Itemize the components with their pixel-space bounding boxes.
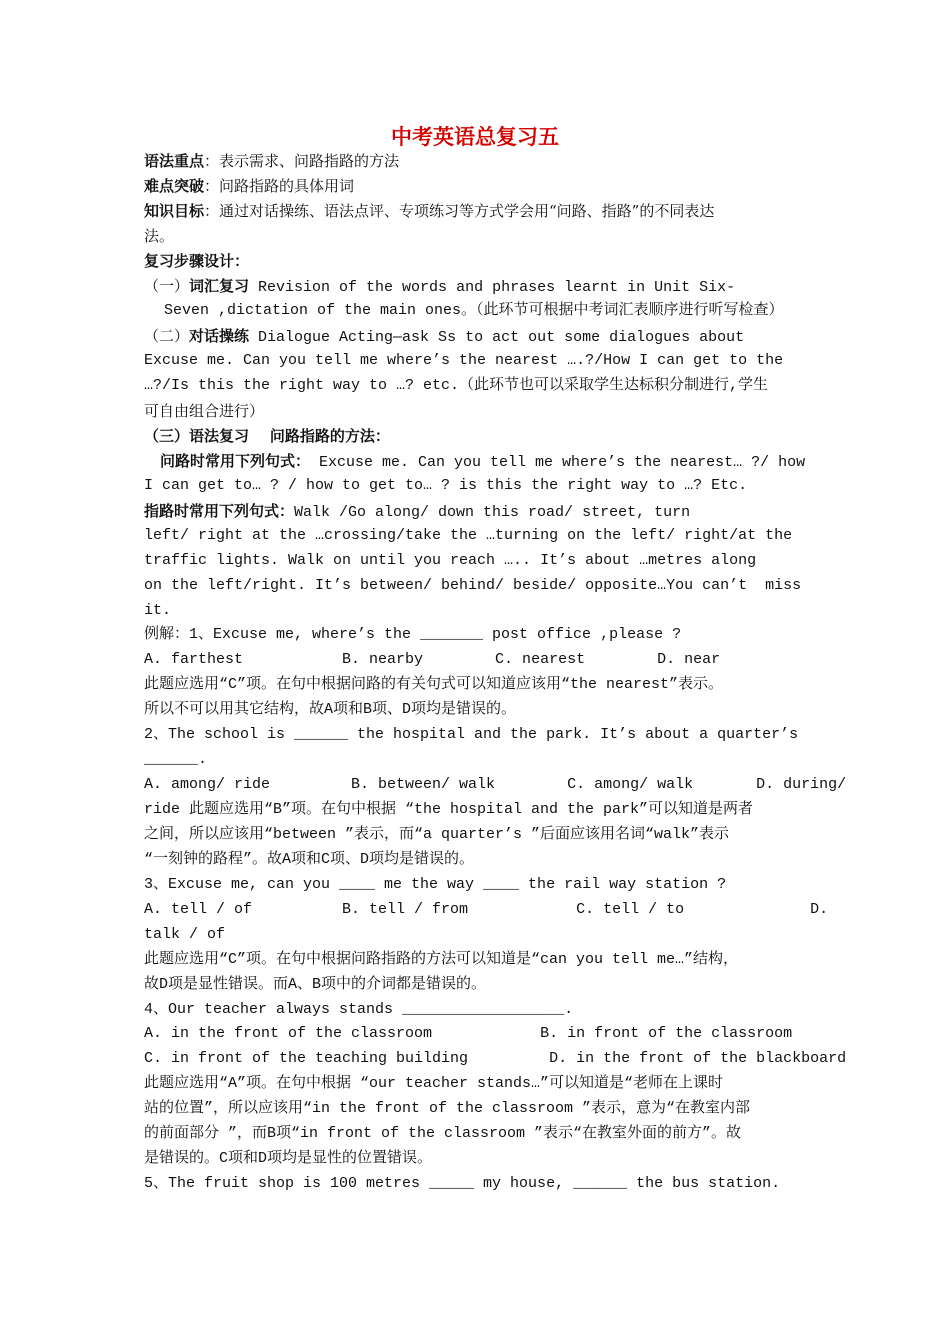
section1-label: 词汇复习 <box>189 277 250 295</box>
ask-label: 问路时常用下列句式： <box>160 452 311 470</box>
example-line: 3、Excuse me, can you ____ me the way ____ the rail way station ? <box>144 876 727 893</box>
section2-line-4: 可自由组合进行） <box>144 402 265 420</box>
objective-line-cont: 法。 <box>144 227 175 245</box>
direct-text: Walk /Go along/ down this road/ street, turn <box>294 504 691 521</box>
example-line: A. farthest B. nearby C. nearest D. near <box>144 651 721 668</box>
example-line: ______. <box>144 751 208 768</box>
difficulty-line <box>144 174 354 198</box>
direct-line-4: on the left/right. It’s between/ behind/ beside/ opposite…You can’t miss <box>144 577 802 594</box>
example-line: 站的位置”，所以应该用“in the front of the classroom ”表示，意为“在教室内部 <box>144 1100 751 1117</box>
section1-text: Revision of the words and phrases learnt in Unit Six- <box>249 279 736 296</box>
objective-line <box>144 199 714 223</box>
steps-heading: 复习步骤设计： <box>144 252 250 270</box>
example-line: 的前面部分 ”，而B项“in front of the classroom ”表示“在教室外面的前方”。故 <box>144 1125 742 1142</box>
section2-prefix: （二） <box>144 327 190 345</box>
example-line: 所以不可以用其它结构，故A项和B项、D项均是错误的。 <box>144 701 517 718</box>
ask-text: Excuse me. Can you tell me where’s the nearest… ?/ how <box>310 454 806 471</box>
example-line: 此题应选用“C”项。在句中根据问路指路的方法可以知道是“can you tell me…”结构， <box>144 951 739 968</box>
section2-line-2: Excuse me. Can you tell me where’s the nearest ….?/How I can get to the <box>144 352 784 369</box>
example-line: 例解：1、Excuse me, where’s the _______ post office ,please ? <box>144 626 682 643</box>
page-title: 中考英语总复习五 <box>391 124 559 149</box>
direct-line-2: left/ right at the …crossing/take the …turning on the left/ right/at the <box>144 527 793 544</box>
example-line: “一刻钟的路程”。故A项和C项、D项均是错误的。 <box>144 851 475 868</box>
ask-line <box>160 449 805 473</box>
example-line: 之间，所以应该用“between ”表示，而“a quarter’s ”后面应该用名词“walk”表示 <box>144 826 730 843</box>
example-line: A. among/ ride B. between/ walk C. among/ walk D. during/ <box>144 776 847 793</box>
objective-label: 知识目标 <box>144 202 205 220</box>
example-line: A. tell / of B. tell / from C. tell / to D. <box>144 901 829 918</box>
direct-line-3: traffic lights. Walk on until you reach ….. It’s about …metres along <box>144 552 757 569</box>
grammar-focus-label: 语法重点 <box>144 152 205 170</box>
section2-line-3: …?/Is this the right way to …? etc.（此环节也可以采取学生达标积分制进行,学生 <box>144 377 769 394</box>
section3-heading: （三）语法复习 问路指路的方法： <box>144 427 390 445</box>
example-line: A. in the front of the classroom B. in front of the classroom <box>144 1025 793 1042</box>
grammar-focus-line <box>144 149 399 173</box>
objective-text: ：通过对话操练、语法点评、专项练习等方式学会用“问路、指路”的不同表达 <box>204 202 715 220</box>
example-line: 故D项是显性错误。而A、B项中的介词都是错误的。 <box>144 976 487 993</box>
example-line: 此题应选用“C”项。在句中根据问路的有关句式可以知道应该用“the nearest”表示。 <box>144 676 724 693</box>
section1-line <box>144 274 735 298</box>
example-line: ride 此题应选用“B”项。在句中根据 “the hospital and the park”可以知道是两者 <box>144 801 754 818</box>
direct-line-5: it. <box>144 602 172 619</box>
section1-line-cont: Seven ,dictation of the main ones。（此环节可根据中考词汇表顺序进行听写检查） <box>164 302 784 319</box>
direct-label: 指路时常用下列句式： <box>144 502 295 520</box>
example-line: 4、Our teacher always stands __________________. <box>144 1001 574 1018</box>
difficulty-label: 难点突破 <box>144 177 205 195</box>
direct-line <box>144 499 690 523</box>
example-line: C. in front of the teaching building D. in the front of the blackboard <box>144 1050 847 1067</box>
difficulty-text: ：问路指路的具体用词 <box>204 177 355 195</box>
section2-line <box>144 324 744 348</box>
grammar-focus-text: ：表示需求、问路指路的方法 <box>204 152 400 170</box>
example-line: 此题应选用“A”项。在句中根据 “our teacher stands…”可以知道是“老师在上课时 <box>144 1075 724 1092</box>
example-line: 5、The fruit shop is 100 metres _____ my house, ______ the bus station. <box>144 1175 781 1192</box>
ask-line-cont: I can get to… ? / how to get to… ? is this the right way to …? Etc. <box>144 477 748 494</box>
section2-text: Dialogue Acting—ask Ss to act out some dialogues about <box>249 329 745 346</box>
section1-prefix: （一） <box>144 277 190 295</box>
example-line: 是错误的。C项和D项均是显性的位置错误。 <box>144 1150 433 1167</box>
example-line: 2、The school is ______ the hospital and the park. It’s about a quarter’s <box>144 726 799 743</box>
example-line: talk / of <box>144 926 226 943</box>
section2-label: 对话操练 <box>189 327 250 345</box>
